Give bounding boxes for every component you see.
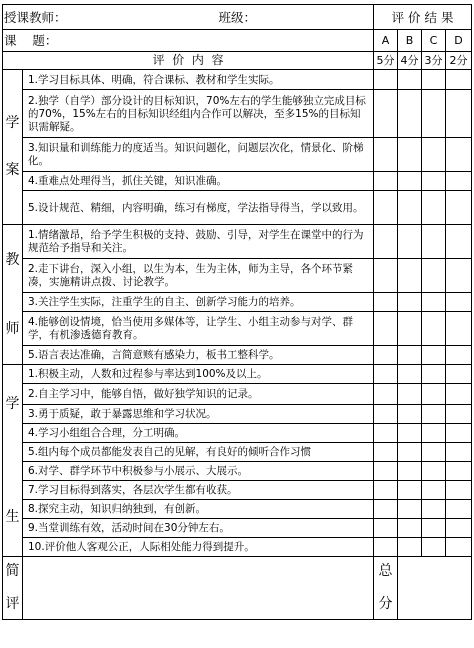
grade-cell[interactable]	[422, 500, 446, 519]
grade-cell[interactable]	[446, 538, 472, 557]
grade-cell[interactable]	[398, 443, 422, 462]
grade-cell[interactable]	[398, 191, 422, 225]
criteria-row	[3, 293, 472, 312]
criteria-text: 1.情绪激昂，给予学生积极的支持、鼓励、引导，对学生在课堂中的行为规范给予指导和关注。	[23, 225, 374, 259]
criteria-row	[3, 90, 472, 138]
grade-cell[interactable]	[446, 424, 472, 443]
grade-cell[interactable]	[446, 500, 472, 519]
grade-cell[interactable]	[374, 225, 398, 259]
grade-cell[interactable]	[398, 259, 422, 293]
grade-cell[interactable]	[446, 293, 472, 312]
grade-letter: C	[422, 30, 446, 52]
grade-cell[interactable]	[422, 405, 446, 424]
footer-row	[3, 557, 472, 620]
grade-cell[interactable]	[398, 462, 422, 481]
grade-cell[interactable]	[422, 538, 446, 557]
criteria-text: 3.关注学生实际，注重学生的自主、创新学习能力的培养。	[23, 293, 374, 312]
grade-cell[interactable]	[398, 70, 422, 90]
criteria-text: 5.语言表达准确，言简意赅有感染力，板书工整科学。	[23, 346, 374, 365]
grade-cell[interactable]	[374, 138, 398, 172]
grade-cell[interactable]	[374, 312, 398, 346]
grade-cell[interactable]	[398, 225, 422, 259]
criteria-row	[3, 312, 472, 346]
criteria-text: 9.当堂训练有效，活动时间在30分钟左右。	[23, 519, 374, 538]
criteria-text: 6.对学、群学环节中积极参与小展示、大展示。	[23, 462, 374, 481]
criteria-row	[3, 225, 472, 259]
criteria-text: 8.探究主动，知识归纳独到，有创新。	[23, 500, 374, 519]
section-label: 学 案	[3, 70, 23, 225]
teacher-class-cell	[3, 5, 374, 30]
grade-cell[interactable]	[422, 70, 446, 90]
criteria-text: 2.自主学习中，能够自悟，做好独学知识的记录。	[23, 384, 374, 405]
criteria-row	[3, 172, 472, 191]
grade-cell[interactable]	[446, 90, 472, 138]
grade-cell[interactable]	[374, 172, 398, 191]
grade-cell[interactable]	[374, 90, 398, 138]
grade-points: 4分	[398, 52, 422, 70]
criteria-text: 1.学习目标具体、明确，符合课标、教材和学生实际。	[23, 70, 374, 90]
teacher-label: 授课教师：	[4, 9, 67, 25]
criteria-text: 4.能够创设情境，恰当使用多媒体等，让学生、小组主动参与对学、群学，有机渗透德育教育。	[23, 312, 374, 346]
grade-cell[interactable]	[446, 384, 472, 405]
grade-cell[interactable]	[446, 191, 472, 225]
grade-cell[interactable]	[398, 138, 422, 172]
grade-cell[interactable]	[374, 500, 398, 519]
grade-cell[interactable]	[374, 293, 398, 312]
content-title: 评 价 内 容	[3, 52, 374, 70]
criteria-row	[3, 365, 472, 384]
grade-cell[interactable]	[446, 70, 472, 90]
grade-cell[interactable]	[422, 191, 446, 225]
criteria-text: 7.学习目标得到落实，各层次学生都有收获。	[23, 481, 374, 500]
criteria-row	[3, 405, 472, 424]
grade-cell[interactable]	[398, 519, 422, 538]
grade-cell[interactable]	[422, 519, 446, 538]
criteria-text: 3.知识量和训练能力的度适当。知识问题化，问题层次化，情景化、阶梯化。	[23, 138, 374, 172]
grade-cell[interactable]	[398, 312, 422, 346]
total-score-field[interactable]	[398, 557, 472, 620]
grade-cell[interactable]	[398, 481, 422, 500]
grade-cell[interactable]	[398, 405, 422, 424]
grade-cell[interactable]	[374, 346, 398, 365]
grade-points: 2分	[446, 52, 472, 70]
criteria-row	[3, 384, 472, 405]
criteria-row	[3, 443, 472, 462]
criteria-row	[3, 138, 472, 172]
criteria-text: 2.独学（自学）部分设计的目标知识，70%左右的学生能够独立完成目标的70%，15%左右的目标知识经组内合作可以解决，至多15%的目标知识需解疑。	[23, 90, 374, 138]
grade-cell[interactable]	[446, 462, 472, 481]
grade-letter: B	[398, 30, 422, 52]
result-title: 评 价 结 果	[374, 5, 472, 30]
topic-label: 课 题：	[3, 30, 374, 52]
grade-cell[interactable]	[422, 346, 446, 365]
grade-cell[interactable]	[374, 538, 398, 557]
header-row-content	[3, 52, 472, 70]
grade-cell[interactable]	[398, 365, 422, 384]
grade-cell[interactable]	[422, 172, 446, 191]
grade-cell[interactable]	[446, 481, 472, 500]
grade-cell[interactable]	[446, 346, 472, 365]
grade-cell[interactable]	[398, 346, 422, 365]
grade-cell[interactable]	[422, 462, 446, 481]
grade-cell[interactable]	[422, 365, 446, 384]
grade-letter: A	[374, 30, 398, 52]
grade-cell[interactable]	[446, 312, 472, 346]
grade-cell[interactable]	[398, 384, 422, 405]
grade-cell[interactable]	[446, 259, 472, 293]
grade-cell[interactable]	[446, 172, 472, 191]
total-score-label: 总 分	[374, 557, 398, 620]
grade-cell[interactable]	[398, 293, 422, 312]
grade-cell[interactable]	[374, 519, 398, 538]
criteria-text: 5.组内每个成员都能发表自己的见解，有良好的倾听合作习惯	[23, 443, 374, 462]
grade-cell[interactable]	[446, 138, 472, 172]
grade-cell[interactable]	[374, 259, 398, 293]
grade-points: 5分	[374, 52, 398, 70]
grade-cell[interactable]	[446, 443, 472, 462]
grade-cell[interactable]	[422, 138, 446, 172]
class-label: 班级：	[218, 9, 257, 25]
grade-cell[interactable]	[422, 443, 446, 462]
grade-cell[interactable]	[374, 481, 398, 500]
criteria-row	[3, 70, 472, 90]
grade-cell[interactable]	[446, 365, 472, 384]
header-row-topic	[3, 30, 472, 52]
grade-cell[interactable]	[422, 481, 446, 500]
grade-cell[interactable]	[374, 191, 398, 225]
criteria-text: 3.勇于质疑，敢于暴露思维和学习状况。	[23, 405, 374, 424]
grade-cell[interactable]	[374, 365, 398, 384]
grade-cell[interactable]	[422, 293, 446, 312]
criteria-row	[3, 481, 472, 500]
grade-cell[interactable]	[374, 384, 398, 405]
grade-cell[interactable]	[422, 90, 446, 138]
criteria-row	[3, 346, 472, 365]
grade-cell[interactable]	[422, 424, 446, 443]
grade-cell[interactable]	[398, 172, 422, 191]
grade-cell[interactable]	[422, 259, 446, 293]
criteria-text: 4.学习小组组合合理，分工明确。	[23, 424, 374, 443]
grade-cell[interactable]	[398, 538, 422, 557]
header-row-teacher	[3, 5, 472, 30]
criteria-row	[3, 259, 472, 293]
grade-cell[interactable]	[446, 519, 472, 538]
criteria-text: 5.设计规范、精细，内容明确，练习有梯度，学法指导得当，学以致用。	[23, 191, 374, 225]
grade-cell[interactable]	[374, 443, 398, 462]
criteria-text: 1.积极主动，人数和过程参与率达到100%及以上。	[23, 365, 374, 384]
grade-cell[interactable]	[374, 462, 398, 481]
grade-cell[interactable]	[422, 312, 446, 346]
grade-cell[interactable]	[398, 90, 422, 138]
grade-letter: D	[446, 30, 472, 52]
grade-cell[interactable]	[422, 225, 446, 259]
criteria-row	[3, 538, 472, 557]
grade-cell[interactable]	[422, 384, 446, 405]
grade-cell[interactable]	[446, 405, 472, 424]
grade-cell[interactable]	[374, 405, 398, 424]
grade-cell[interactable]	[374, 424, 398, 443]
criteria-row	[3, 500, 472, 519]
comment-label: 简 评	[3, 557, 23, 620]
grade-cell[interactable]	[374, 70, 398, 90]
criteria-text: 2.走下讲台，深入小组，以生为本，生为主体，师为主导，各个环节紧凑，实施精讲点拨、讨论教学。	[23, 259, 374, 293]
grade-cell[interactable]	[398, 424, 422, 443]
criteria-text: 4.重难点处理得当，抓住关键，知识准确。	[23, 172, 374, 191]
criteria-row	[3, 519, 472, 538]
criteria-row	[3, 462, 472, 481]
grade-points: 3分	[422, 52, 446, 70]
criteria-row	[3, 191, 472, 225]
comment-field[interactable]	[23, 557, 374, 620]
section-label: 教 师	[3, 225, 23, 365]
grade-cell[interactable]	[398, 500, 422, 519]
criteria-row	[3, 424, 472, 443]
evaluation-table	[2, 4, 472, 620]
criteria-text: 10.评价他人客观公正，人际相处能力得到提升。	[23, 538, 374, 557]
section-label: 学 生	[3, 365, 23, 557]
grade-cell[interactable]	[446, 225, 472, 259]
